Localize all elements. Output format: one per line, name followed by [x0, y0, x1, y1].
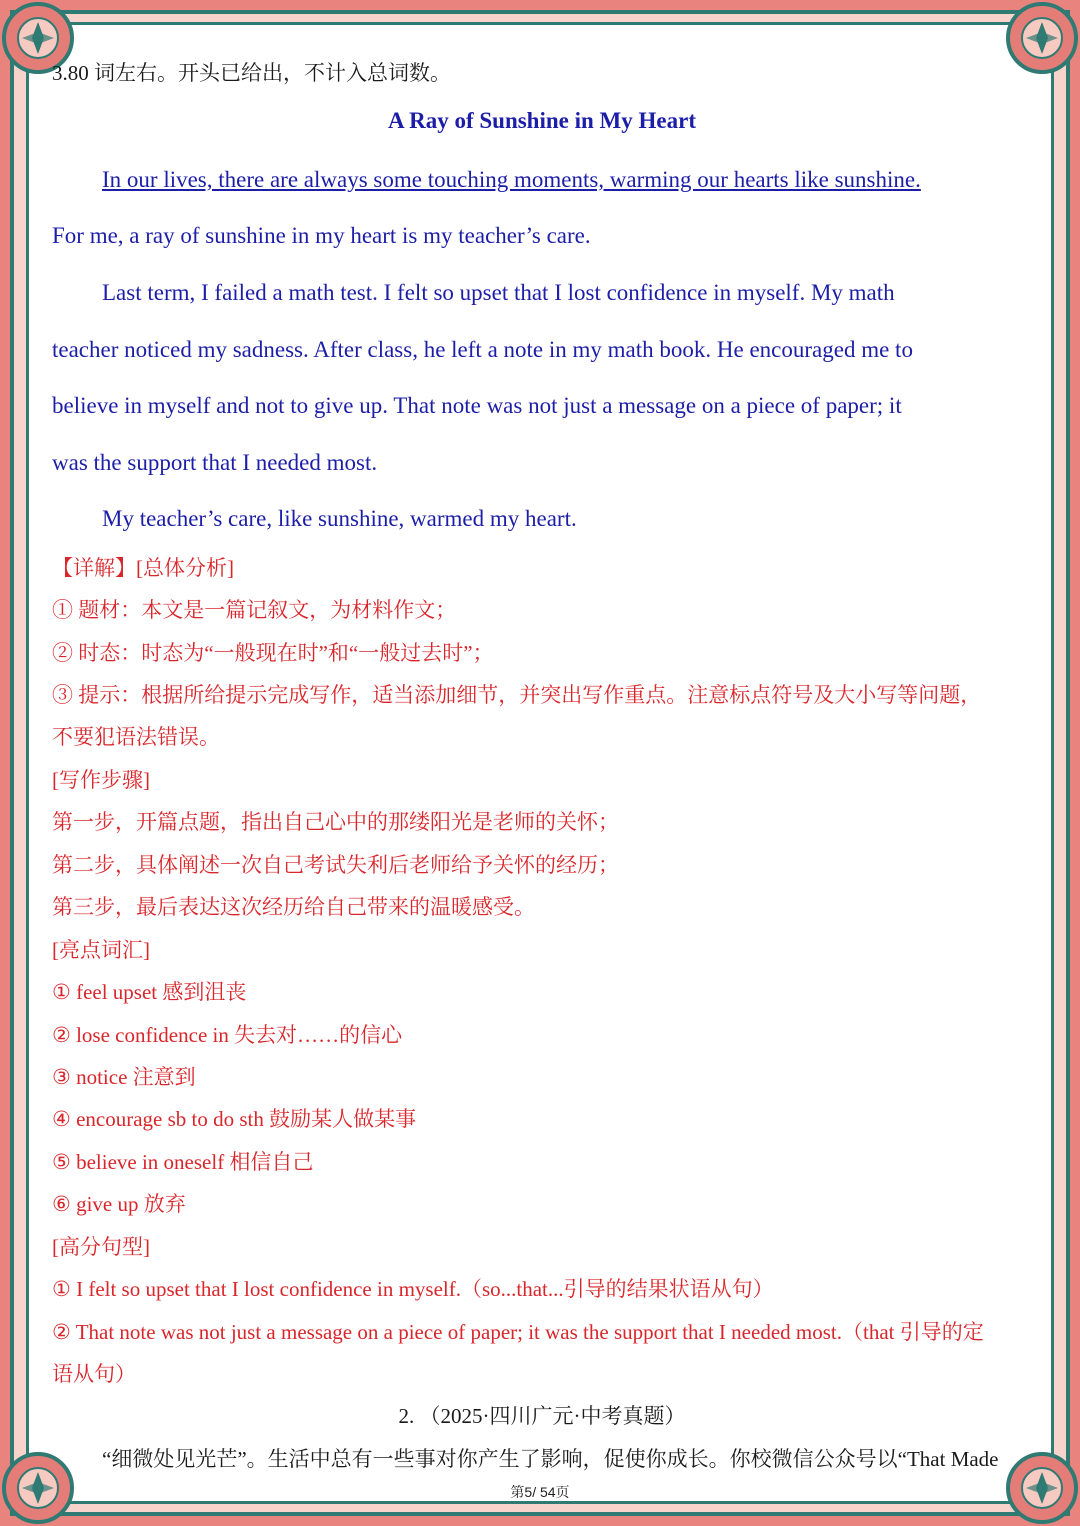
essay-line: believe in myself and not to give up. That note was not just a message on a piece of paper; it — [52, 393, 902, 418]
vocab-item: ⑥ give up 放弃 — [52, 1192, 186, 1216]
sentence-item: ① I felt so upset that I lost confidence in myself.（so...that...引导的结果状语从句） — [52, 1277, 774, 1301]
essay-line: Last term, I failed a math test. I felt so upset that I lost confidence in myself. My math — [102, 280, 895, 305]
analysis-point: ③ 提示：根据所给提示完成写作，适当添加细节，并突出写作重点。注意标点符号及大小写等问题， — [52, 683, 982, 707]
vocab-item: ④ encourage sb to do sth 鼓励某人做某事 — [52, 1107, 417, 1131]
essay-line: For me, a ray of sunshine in my heart is my teacher’s care. — [52, 223, 591, 248]
sentence-item: ② That note was not just a message on a piece of paper; it was the support that I needed most.（that 引导的定 — [52, 1320, 984, 1344]
steps-heading: [写作步骤] — [52, 768, 150, 792]
essay-line: was the support that I needed most. — [52, 450, 378, 475]
essay-line: teacher noticed my sadness. After class, he left a note in my math book. He encouraged me to — [52, 337, 913, 362]
vocab-item: ② lose confidence in 失去对……的信心 — [52, 1023, 403, 1047]
analysis-point: 不要犯语法错误。 — [52, 725, 220, 749]
corner-ornament-icon — [0, 1416, 110, 1526]
corner-ornament-icon — [970, 0, 1080, 110]
analysis-heading: 【详解】[总体分析] — [52, 556, 234, 580]
question-number: 2. （2025·四川广元·中考真题） — [398, 1404, 686, 1428]
essay-line: My teacher’s care, like sunshine, warmed my heart. — [102, 506, 577, 531]
corner-ornament-icon — [0, 0, 110, 110]
analysis-point: ① 题材：本文是一篇记叙文，为材料作文； — [52, 598, 457, 622]
vocab-item: ① feel upset 感到沮丧 — [52, 980, 247, 1004]
sentences-heading: [高分句型] — [52, 1235, 150, 1259]
page-number: 第5/ 54页 — [510, 1484, 570, 1500]
writing-step: 第一步，开篇点题，指出自己心中的那缕阳光是老师的关怀； — [52, 810, 619, 834]
essay-title: A Ray of Sunshine in My Heart — [388, 108, 696, 133]
sentence-item: 语从句） — [52, 1362, 136, 1386]
essay-line: In our lives, there are always some touching moments, warming our hearts like sunshine. — [102, 167, 921, 192]
vocab-item: ⑤ believe in oneself 相信自己 — [52, 1150, 314, 1174]
word-count-requirement: 3.80 词左右。开头已给出，不计入总词数。 — [52, 61, 451, 85]
writing-step: 第三步，最后表达这次经历给自己带来的温暖感受。 — [52, 895, 535, 919]
analysis-point: ② 时态：时态为“一般现在时”和“一般过去时”； — [52, 641, 494, 665]
vocab-heading: [亮点词汇] — [52, 938, 150, 962]
question-text: “细微处见光芒”。生活中总有一些事对你产生了影响，促使你成长。你校微信公众号以“That Made — [102, 1447, 999, 1471]
writing-step: 第二步，具体阐述一次自己考试失利后老师给予关怀的经历； — [52, 853, 619, 877]
vocab-item: ③ notice 注意到 — [52, 1065, 196, 1089]
